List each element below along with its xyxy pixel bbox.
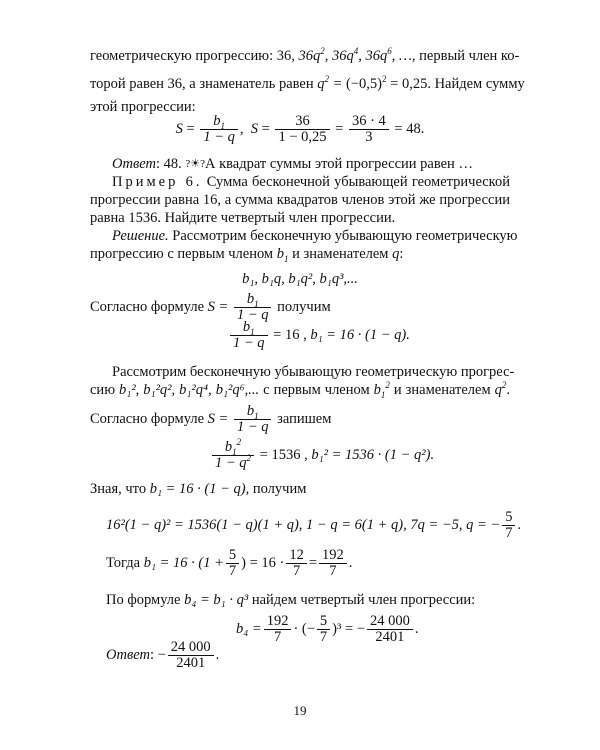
answer-line: Ответ: − $\frac{24 000}{2401}$ .	[106, 639, 220, 671]
answer-line: Ответ: 48. ?☀?А квадрат суммы этой прогрессии равен …	[112, 156, 473, 172]
example-line: прогрессии равна 16, а сумма квадратов членов этой же прогрессии	[90, 192, 510, 208]
equation: 16²(1 − q)² = 1536(1 − q)(1 + q), 1 − q = 6(1 + q), 7q = −5, q = − $\frac{5}{7}$ .	[106, 509, 522, 541]
formula: (−0,5)	[346, 76, 382, 92]
solution-line: прогрессию с первым членом $b_1$ и знаменателем q:	[90, 246, 404, 264]
solution-line: По формуле b₄ = b₁ · q³ найдем четвертый член прогрессии:	[106, 592, 476, 608]
text-line: геометрическую прогрессию: 36, $36q^2$, $36q^4$, $36q^6$, …, первый член ко-	[90, 46, 520, 64]
equation: Тогда b₁ = 16 · (1 + $\frac{5}{7}$ ) = 16 · $\frac{12}{7}$ = $\frac{192}{7}$ .	[106, 547, 353, 579]
example-line: равна 1536. Найдите четвертый член прогрессии.	[90, 210, 396, 226]
text: этой прогрессии:	[90, 99, 196, 115]
lightbulb-question-icon: ?☀?	[185, 158, 205, 170]
equation: $\frac{b_1}{1 - q}$ = 16 , b₁ = 16 · (1 − q).	[228, 320, 548, 351]
text: , первый член ко-	[411, 48, 520, 64]
formula: 0,25	[401, 76, 428, 92]
example-line: Пример 6. Сумма бесконечной убывающей геометрической	[112, 174, 510, 190]
text: геометрическую прогрессию: 36,	[90, 48, 295, 64]
sequence: b₁, b₁q, b₁q², b₁q³,...	[242, 271, 358, 287]
solution-line: Рассмотрим бесконечную убывающую геометрическую прогрес-	[112, 364, 515, 380]
equation: $\frac{b_1^2}{1 - q^2}$ = 1536 , b₁² = 1536 · (1 − q²).	[210, 440, 550, 471]
solution-line: Согласно формуле S = $\frac{b_1}{1 - q}$ запишем	[90, 403, 332, 435]
equation: b₄ = $\frac{192}{7}$ · (− $\frac{5}{7}$ )³ = − $\frac{24 000}{2401}$ .	[236, 613, 419, 645]
text: . Найдем сумму	[427, 76, 525, 92]
solution-line: сию b₁², b₁²q², b₁²q⁴, b₁²q⁶,... с первым членом $b_1^2$ и знаменателем $q^2$.	[90, 380, 511, 400]
solution-line: Согласно формуле S = $\frac{b_1}{1 - q}$ получим	[90, 291, 331, 323]
sum-formula: S = $\frac{b_1}{1 - q}$ , S = $\frac{36}{1 - 0,25}$ = $\frac{36 \cdot 4}{3}$ = 48.	[175, 113, 425, 145]
page-number: 19	[293, 703, 307, 718]
solution-line: Решение. Рассмотрим бесконечную убывающую геометрическую	[112, 228, 518, 244]
text-line: торой равен 36, а знаменатель равен $q^2 = (-0,5)^2 = 0,25$. Найдем сумму	[90, 74, 525, 92]
solution-line: Зная, что b₁ = 16 · (1 − q), получим	[90, 481, 307, 497]
text: торой равен 36, а знаменатель равен	[90, 76, 314, 92]
